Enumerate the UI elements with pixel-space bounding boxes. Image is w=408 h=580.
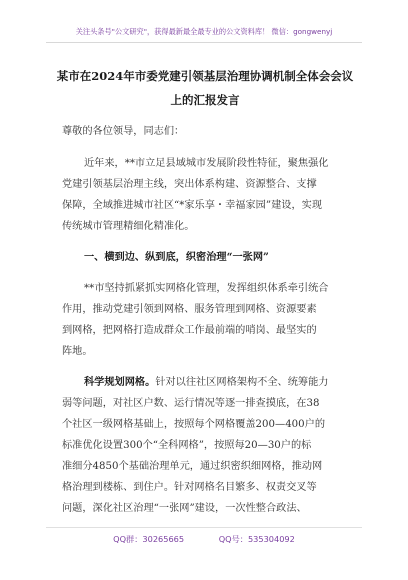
header-note: 关注头条号"公文研究"，获得最新最全最专业的公文资料库！ 微信：gongwenyj	[75, 27, 333, 36]
paragraph-line: 标准优化设置300个“全科网格”，按照每20—30户的标	[62, 440, 312, 451]
paragraph-line: 个社区一级网格基础上，按照每个网格覆盖200—400户的	[62, 419, 326, 430]
paragraph-lead: 科学规划网格。	[84, 376, 156, 388]
document-title-line2: 上的汇报发言	[170, 93, 240, 107]
paragraph-text: 针对以往社区网格架构不全、统筹能力	[155, 377, 329, 388]
paragraph-line: 阵地。	[62, 346, 93, 357]
paragraph-line: 格治理到楼栋、到住户。针对网格名目繁多、权责交叉等	[62, 482, 317, 493]
paragraph-line: **市坚持抓紧抓实网格化管理，发挥组织体系牵引统合	[84, 283, 329, 294]
paragraph-line: 近年来，**市立足县域城市发展阶段性特征，聚焦强化	[84, 158, 329, 169]
salutation: 尊敬的各位领导，同志们：	[62, 126, 185, 137]
paragraph-line: 准细分4850个基础治理单元，通过织密织细网格，推动网	[62, 461, 323, 472]
paragraph-line: 保障，全域推进城市社区“*家乐享・幸福家园”建设，实现	[62, 200, 323, 211]
paragraph-line: 弱等问题，对社区户数、运行情况等逐一排查摸底，在38	[62, 398, 320, 409]
paragraph-line	[84, 373, 329, 388]
header-divider	[46, 42, 362, 43]
paragraph-line: 传统城市管理精细化精准化。	[62, 221, 195, 232]
paragraph-line: 作用，推动党建引领到网格、服务管理到网格、资源要素	[62, 304, 317, 315]
footer	[0, 534, 408, 545]
footer-divider	[46, 527, 362, 528]
qq-number: QQ号：535304092	[218, 534, 295, 544]
paragraph-line: 到网格，把网格打造成群众工作最前端的哨岗、最坚实的	[62, 325, 317, 336]
qq-group: QQ群：30265665	[113, 534, 185, 544]
document-title: 某市在2024年市委党建引领基层治理协调机制全体会会议	[56, 69, 354, 83]
paragraph-line: 问题，深化社区治理“一张网”建设，一次性整合政法、	[62, 503, 307, 514]
section-heading: 一、横到边、纵到底，织密治理“一张网”	[84, 251, 269, 263]
paragraph-line: 党建引领基层治理主线，突出体系构建、资源整合、支撑	[62, 179, 317, 190]
